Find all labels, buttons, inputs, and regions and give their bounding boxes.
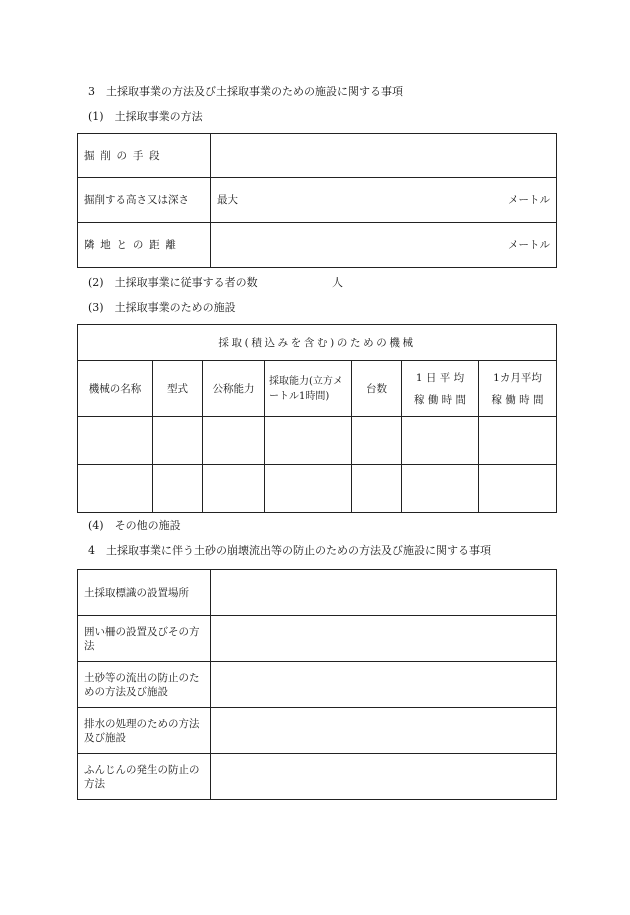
col-extraction-capacity: 採取能力(立方メートル1時間)	[265, 361, 352, 417]
machine-table	[77, 324, 557, 513]
excavation-depth-value[interactable]	[211, 178, 557, 223]
table-cell[interactable]	[352, 417, 402, 465]
col-monthly-hours	[479, 361, 557, 417]
section4-heading: 4 土採取事業に伴う土砂の崩壊流出等の防止のための方法及び施設に関する事項	[88, 544, 491, 557]
daily-hours-line2: 稼 働 時 間	[413, 393, 466, 406]
neighbor-distance-label: 隣地との距離	[78, 223, 211, 268]
other-facilities-heading: (4) その他の施設	[88, 519, 181, 532]
col-daily-hours	[402, 361, 479, 417]
table-cell[interactable]	[153, 417, 203, 465]
table-cell[interactable]	[153, 465, 203, 513]
col-machine-name: 機械の名称	[78, 361, 153, 417]
workers-count-heading: (2) 土採取事業に従事する者の数	[88, 276, 258, 289]
table-cell[interactable]	[203, 417, 265, 465]
table-cell[interactable]	[78, 465, 153, 513]
workers-count-unit: 人	[332, 276, 343, 289]
table-cell[interactable]	[479, 465, 557, 513]
subsection-method-heading: (1) 土採取事業の方法	[88, 110, 203, 123]
table-cell[interactable]	[265, 465, 352, 513]
method-table	[77, 133, 557, 268]
sign-location-label: 土採取標識の設置場所	[78, 570, 211, 616]
col-model: 型式	[153, 361, 203, 417]
table-cell[interactable]	[479, 417, 557, 465]
runoff-prevention-label: 土砂等の流出の防止のための方法及び施設	[78, 662, 211, 708]
table-cell[interactable]	[402, 465, 479, 513]
dust-prevention-label: ふんじんの発生の防止の方法	[78, 754, 211, 800]
daily-hours-line1: 1 日 平 均	[415, 371, 465, 384]
facilities-heading: (3) 土採取事業のための施設	[88, 301, 236, 314]
prevention-table	[77, 569, 557, 800]
drainage-method-value[interactable]	[211, 708, 557, 754]
sign-location-value[interactable]	[211, 570, 557, 616]
machine-table-title: 採取(積込みを含む)のための機械	[78, 325, 557, 361]
section3-heading: 3 土採取事業の方法及び土採取事業のための施設に関する事項	[88, 85, 403, 98]
depth-unit: メートル	[508, 194, 550, 206]
table-row	[78, 465, 557, 513]
table-cell[interactable]	[203, 465, 265, 513]
distance-unit: メートル	[508, 239, 550, 251]
table-row	[78, 417, 557, 465]
excavation-depth-label: 掘削する高さ又は深さ	[78, 178, 211, 223]
table-cell[interactable]	[352, 465, 402, 513]
dust-prevention-value[interactable]	[211, 754, 557, 800]
table-cell[interactable]	[402, 417, 479, 465]
neighbor-distance-value[interactable]	[211, 223, 557, 268]
runoff-prevention-value[interactable]	[211, 662, 557, 708]
col-unit-count: 台数	[352, 361, 402, 417]
monthly-hours-line1: 1カ月平均	[493, 371, 542, 384]
monthly-hours-line2: 稼 働 時 間	[491, 393, 544, 406]
excavation-means-label: 掘削の手段	[78, 134, 211, 178]
drainage-method-label: 排水の処理のための方法及び施設	[78, 708, 211, 754]
col-nominal-capacity: 公称能力	[203, 361, 265, 417]
max-prefix: 最大	[217, 194, 238, 206]
table-cell[interactable]	[265, 417, 352, 465]
table-cell[interactable]	[78, 417, 153, 465]
excavation-means-value[interactable]	[211, 134, 557, 178]
fence-method-value[interactable]	[211, 616, 557, 662]
fence-method-label: 囲い柵の設置及びその方法	[78, 616, 211, 662]
